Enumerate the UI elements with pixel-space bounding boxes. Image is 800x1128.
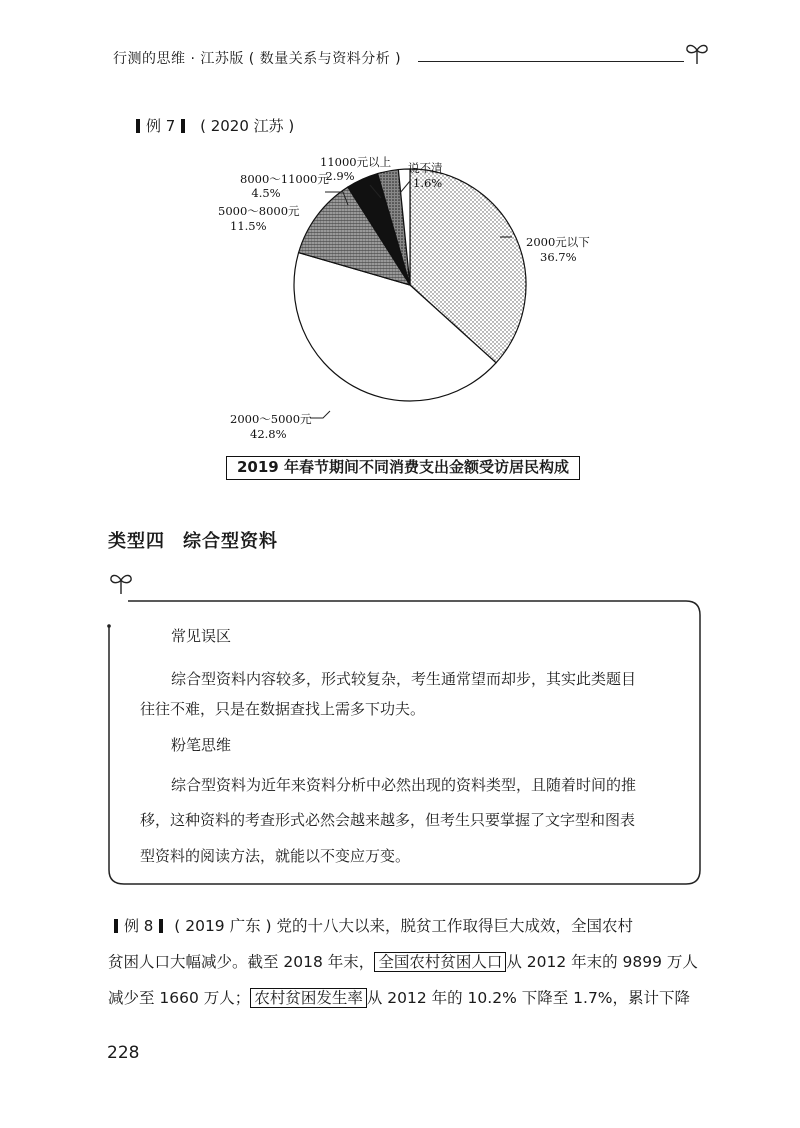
note-para1-line2: 往往不难，只是在数据查找上需多下功夫。 bbox=[140, 700, 426, 718]
note-para2-line2: 移，这种资料的考查形式必然会越来越多，但考生只要掌握了文字型和图表 bbox=[140, 811, 636, 829]
example8-line1 bbox=[108, 910, 633, 942]
header-rule bbox=[418, 61, 684, 62]
note-heading-pitfalls: 常见误区 bbox=[171, 627, 232, 645]
boxed-term-rural-poor-population: 全国农村贫困人口 bbox=[374, 952, 506, 972]
example8-line3-post: 从 2012 年的 10.2% 下降至 1.7%，累计下降 bbox=[366, 989, 691, 1007]
pie-value-8000-11000: 4.5% bbox=[251, 186, 281, 200]
pie-label-unclear: 说不清 bbox=[408, 161, 443, 175]
leader-line-2000-5000 bbox=[310, 411, 330, 418]
example8-text1: ( 2019 广东 ) 党的十八大以来，脱贫工作取得巨大成效，全国农村 bbox=[174, 917, 634, 935]
chart-title: 2019 年春节期间不同消费支出金额受访居民构成 bbox=[226, 456, 580, 480]
boxed-term-rural-poverty-rate: 农村贫困发生率 bbox=[250, 988, 367, 1008]
example7-number: 例 7 bbox=[146, 117, 176, 135]
pie-value-2000-5000: 42.8% bbox=[250, 427, 287, 441]
example7-label bbox=[130, 115, 294, 136]
example7-source: ( 2020 江苏 ) bbox=[200, 117, 295, 135]
example8-line3-pre: 减少至 1660 万人； bbox=[108, 989, 251, 1007]
pie-value-11000-plus: 2.9% bbox=[325, 169, 355, 183]
sprout-icon bbox=[684, 40, 710, 66]
section-title: 综合型资料 bbox=[183, 531, 278, 552]
pie-label-under-2000: 2000元以下 bbox=[526, 235, 590, 249]
pie-label-2000-5000: 2000～5000元 bbox=[230, 412, 312, 426]
sprout-icon bbox=[108, 570, 134, 596]
pie-value-5000-8000: 11.5% bbox=[230, 219, 267, 233]
example8-line2 bbox=[108, 946, 698, 978]
pie-chart bbox=[200, 145, 600, 455]
note-para2-line1: 综合型资料为近年来资料分析中必然出现的资料类型，且随着时间的推 bbox=[171, 776, 637, 794]
section-heading bbox=[108, 527, 278, 553]
pie-value-unclear: 1.6% bbox=[413, 176, 443, 190]
pie-label-5000-8000: 5000～8000元 bbox=[218, 204, 300, 218]
example8-number: 例 8 bbox=[124, 917, 154, 935]
note-heading-thinking: 粉笔思维 bbox=[171, 736, 232, 754]
page-number: 228 bbox=[107, 1043, 140, 1063]
section-prefix: 类型四 bbox=[108, 531, 165, 552]
pie-label-8000-11000: 8000～11000元 bbox=[240, 172, 329, 186]
pie-label-11000-plus: 11000元以上 bbox=[320, 155, 392, 169]
note-para2-line3: 型资料的阅读方法，就能以不变应万变。 bbox=[140, 847, 411, 865]
running-header: 行测的思维 · 江苏版 ( 数量关系与资料分析 ) bbox=[113, 51, 402, 67]
example8-line2-pre: 贫困人口大幅减少。截至 2018 年末， bbox=[108, 953, 375, 971]
example8-line3 bbox=[108, 982, 690, 1014]
example8-line2-post: 从 2012 年末的 9899 万人 bbox=[506, 953, 698, 971]
pie-value-under-2000: 36.7% bbox=[540, 250, 577, 264]
note-para1-line1: 综合型资料内容较多，形式较复杂，考生通常望而却步，其实此类题目 bbox=[171, 670, 637, 688]
